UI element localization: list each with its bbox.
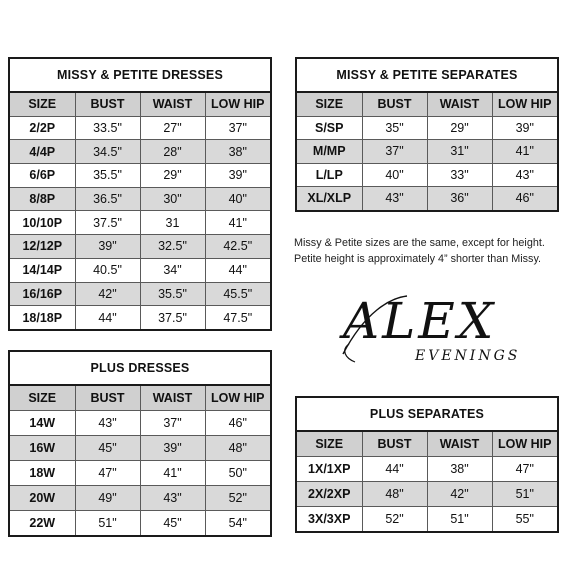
table-title: PLUS DRESSES xyxy=(10,352,270,386)
column-header: BUST xyxy=(75,386,140,411)
measurement-cell: 31 xyxy=(140,211,205,235)
size-cell: S/SP xyxy=(297,116,362,140)
table-row xyxy=(297,482,557,507)
column-header: SIZE xyxy=(297,432,362,457)
size-cell: 3X/3XP xyxy=(297,507,362,532)
size-cell: 2/2P xyxy=(10,116,75,140)
alex-evenings-logo xyxy=(335,292,535,382)
column-header: LOW HIP xyxy=(205,93,270,116)
measurement-cell: 41" xyxy=(492,140,557,164)
column-header: LOW HIP xyxy=(205,386,270,411)
table-title: MISSY & PETITE DRESSES xyxy=(10,59,270,93)
measurement-cell: 35.5" xyxy=(75,164,140,188)
logo-sub-text: EVENINGS xyxy=(415,348,521,364)
size-table xyxy=(10,93,270,329)
measurement-cell: 47" xyxy=(75,461,140,486)
plus-dresses-table xyxy=(8,350,272,537)
table-row xyxy=(10,140,270,164)
measurement-cell: 49" xyxy=(75,486,140,511)
note-line-1: Missy & Petite sizes are the same, except for height. xyxy=(294,237,545,249)
note-line-2: Petite height is approximately 4” shorter than Missy. xyxy=(294,253,542,265)
column-header: BUST xyxy=(362,432,427,457)
header-row xyxy=(10,93,270,116)
table-row xyxy=(297,163,557,187)
column-header: SIZE xyxy=(297,93,362,116)
table-row xyxy=(297,457,557,482)
measurement-cell: 55" xyxy=(492,507,557,532)
measurement-cell: 40.5" xyxy=(75,258,140,282)
size-cell: 8/8P xyxy=(10,187,75,211)
table-row xyxy=(10,486,270,511)
measurement-cell: 34" xyxy=(140,258,205,282)
size-cell: 1X/1XP xyxy=(297,457,362,482)
measurement-cell: 29" xyxy=(140,164,205,188)
measurement-cell: 37.5" xyxy=(140,306,205,329)
measurement-cell: 48" xyxy=(362,482,427,507)
measurement-cell: 51" xyxy=(75,511,140,536)
size-cell: L/LP xyxy=(297,163,362,187)
measurement-cell: 45" xyxy=(75,436,140,461)
size-cell: 16W xyxy=(10,436,75,461)
measurement-cell: 41" xyxy=(205,211,270,235)
measurement-cell: 37" xyxy=(205,116,270,140)
measurement-cell: 54" xyxy=(205,511,270,536)
measurement-cell: 48" xyxy=(205,436,270,461)
table-row xyxy=(10,164,270,188)
table-row xyxy=(10,211,270,235)
measurement-cell: 44" xyxy=(205,258,270,282)
table-row xyxy=(10,436,270,461)
column-header: WAIST xyxy=(427,432,492,457)
measurement-cell: 40" xyxy=(362,163,427,187)
size-cell: 16/16P xyxy=(10,282,75,306)
column-header: SIZE xyxy=(10,386,75,411)
measurement-cell: 43" xyxy=(75,411,140,436)
measurement-cell: 44" xyxy=(362,457,427,482)
size-table xyxy=(297,432,557,531)
measurement-cell: 35" xyxy=(362,116,427,140)
table-row xyxy=(297,507,557,532)
table-row xyxy=(297,140,557,164)
measurement-cell: 36.5" xyxy=(75,187,140,211)
measurement-cell: 39" xyxy=(205,164,270,188)
plus-separates-table xyxy=(295,396,559,533)
measurement-cell: 47" xyxy=(492,457,557,482)
measurement-cell: 29" xyxy=(427,116,492,140)
table-row xyxy=(10,116,270,140)
measurement-cell: 52" xyxy=(362,507,427,532)
measurement-cell: 35.5" xyxy=(140,282,205,306)
table-row xyxy=(10,511,270,536)
column-header: WAIST xyxy=(427,93,492,116)
column-header: LOW HIP xyxy=(492,432,557,457)
measurement-cell: 32.5" xyxy=(140,235,205,259)
size-cell: 18/18P xyxy=(10,306,75,329)
measurement-cell: 41" xyxy=(140,461,205,486)
measurement-cell: 39" xyxy=(75,235,140,259)
sizing-note xyxy=(294,235,574,267)
column-header: LOW HIP xyxy=(492,93,557,116)
measurement-cell: 37" xyxy=(362,140,427,164)
measurement-cell: 47.5" xyxy=(205,306,270,329)
table-row xyxy=(10,187,270,211)
table-title: PLUS SEPARATES xyxy=(297,398,557,432)
size-cell: 22W xyxy=(10,511,75,536)
missy-petite-dresses-table xyxy=(8,57,272,331)
size-cell: 6/6P xyxy=(10,164,75,188)
size-cell: XL/XLP xyxy=(297,187,362,210)
column-header: WAIST xyxy=(140,93,205,116)
measurement-cell: 38" xyxy=(205,140,270,164)
measurement-cell: 51" xyxy=(492,482,557,507)
measurement-cell: 46" xyxy=(205,411,270,436)
size-cell: 18W xyxy=(10,461,75,486)
measurement-cell: 31" xyxy=(427,140,492,164)
missy-petite-separates-table xyxy=(295,57,559,212)
column-header: BUST xyxy=(362,93,427,116)
measurement-cell: 45.5" xyxy=(205,282,270,306)
measurement-cell: 28" xyxy=(140,140,205,164)
measurement-cell: 39" xyxy=(492,116,557,140)
table-row xyxy=(10,306,270,329)
table-row xyxy=(297,116,557,140)
measurement-cell: 39" xyxy=(140,436,205,461)
table-row xyxy=(10,461,270,486)
column-header: WAIST xyxy=(140,386,205,411)
measurement-cell: 45" xyxy=(140,511,205,536)
size-cell: 20W xyxy=(10,486,75,511)
size-cell: 12/12P xyxy=(10,235,75,259)
measurement-cell: 42" xyxy=(427,482,492,507)
size-cell: 4/4P xyxy=(10,140,75,164)
table-title: MISSY & PETITE SEPARATES xyxy=(297,59,557,93)
table-row xyxy=(10,258,270,282)
table-row xyxy=(10,411,270,436)
measurement-cell: 52" xyxy=(205,486,270,511)
measurement-cell: 30" xyxy=(140,187,205,211)
table-row xyxy=(10,235,270,259)
header-row xyxy=(297,93,557,116)
size-cell: 2X/2XP xyxy=(297,482,362,507)
measurement-cell: 43" xyxy=(492,163,557,187)
measurement-cell: 44" xyxy=(75,306,140,329)
header-row xyxy=(10,386,270,411)
measurement-cell: 51" xyxy=(427,507,492,532)
logo-main-text: ALEX xyxy=(343,292,497,350)
size-cell: 14W xyxy=(10,411,75,436)
measurement-cell: 42" xyxy=(75,282,140,306)
measurement-cell: 27" xyxy=(140,116,205,140)
measurement-cell: 43" xyxy=(362,187,427,210)
measurement-cell: 38" xyxy=(427,457,492,482)
size-table xyxy=(10,386,270,535)
measurement-cell: 42.5" xyxy=(205,235,270,259)
measurement-cell: 34.5" xyxy=(75,140,140,164)
measurement-cell: 36" xyxy=(427,187,492,210)
column-header: SIZE xyxy=(10,93,75,116)
measurement-cell: 37" xyxy=(140,411,205,436)
size-cell: 10/10P xyxy=(10,211,75,235)
measurement-cell: 46" xyxy=(492,187,557,210)
size-cell: M/MP xyxy=(297,140,362,164)
measurement-cell: 37.5" xyxy=(75,211,140,235)
measurement-cell: 43" xyxy=(140,486,205,511)
header-row xyxy=(297,432,557,457)
measurement-cell: 33.5" xyxy=(75,116,140,140)
size-cell: 14/14P xyxy=(10,258,75,282)
measurement-cell: 50" xyxy=(205,461,270,486)
column-header: BUST xyxy=(75,93,140,116)
table-row xyxy=(297,187,557,210)
measurement-cell: 40" xyxy=(205,187,270,211)
size-table xyxy=(297,93,557,210)
measurement-cell: 33" xyxy=(427,163,492,187)
table-row xyxy=(10,282,270,306)
